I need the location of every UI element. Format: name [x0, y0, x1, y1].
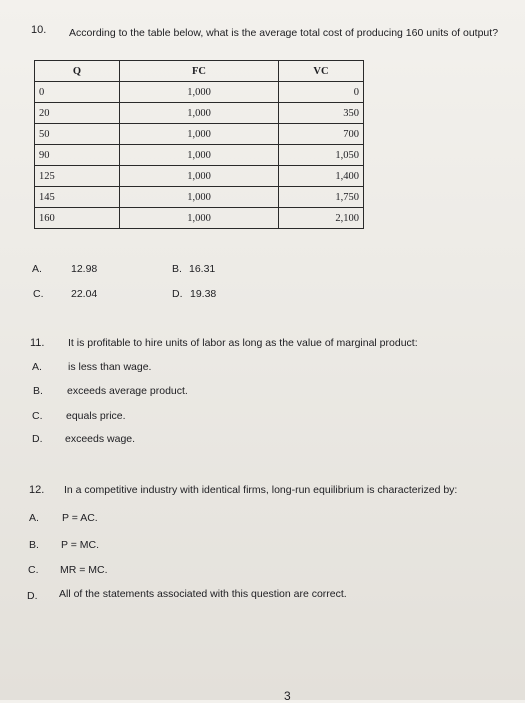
cell-fc: 1,000 — [120, 187, 279, 208]
option-text: P = AC. — [62, 512, 98, 524]
option-letter: A. — [29, 512, 39, 524]
cost-table — [34, 60, 364, 229]
option-text: MR = MC. — [60, 564, 108, 576]
option-text: 12.98 — [71, 263, 98, 275]
cell-vc: 2,100 — [279, 208, 364, 229]
question-text: In a competitive industry with identical firms, long-run equilibrium is characterized by: — [64, 484, 458, 496]
table-row — [35, 124, 364, 145]
cell-q: 90 — [35, 145, 120, 166]
option-text: 16.31 — [189, 263, 216, 275]
cell-q: 145 — [35, 187, 120, 208]
option-letter: A. — [32, 263, 42, 275]
option-letter: C. — [28, 564, 39, 576]
question-text: It is profitable to hire units of labor as long as the value of marginal product: — [68, 337, 418, 349]
option-text: exceeds average product. — [67, 385, 188, 397]
question-number: 10. — [31, 24, 47, 36]
option-text: P = MC. — [61, 539, 100, 551]
table-row — [35, 103, 364, 124]
cell-fc: 1,000 — [120, 103, 279, 124]
option-letter: D. — [27, 590, 38, 602]
option-text: exceeds wage. — [65, 433, 136, 445]
option-text: 22.04 — [71, 288, 98, 300]
option-letter: D. — [32, 433, 43, 445]
table-row — [35, 166, 364, 187]
option-letter: B. — [29, 539, 39, 551]
question-number: 11. — [30, 337, 45, 349]
cell-fc: 1,000 — [120, 208, 279, 229]
question-text: According to the table below, what is the average total cost of producing 160 units of output? — [69, 27, 499, 39]
cell-vc: 1,050 — [279, 145, 364, 166]
header-q: Q — [35, 61, 120, 82]
cell-vc: 1,400 — [279, 166, 364, 187]
table-row — [35, 82, 364, 103]
cell-q: 50 — [35, 124, 120, 145]
option-text: is less than wage. — [68, 361, 152, 373]
cell-vc: 0 — [279, 82, 364, 103]
cell-fc: 1,000 — [120, 166, 279, 187]
option-letter: B. — [172, 263, 182, 275]
option-letter: D. — [172, 288, 183, 300]
option-text: 19.38 — [190, 288, 217, 300]
cell-q: 125 — [35, 166, 120, 187]
table-row — [35, 145, 364, 166]
table-row — [35, 208, 364, 229]
cell-fc: 1,000 — [120, 124, 279, 145]
option-text: All of the statements associated with this question are correct. — [59, 588, 347, 600]
table-header-row — [35, 61, 364, 82]
page-number: 3 — [284, 689, 291, 703]
cell-vc: 700 — [279, 124, 364, 145]
option-letter: B. — [33, 385, 43, 397]
cell-fc: 1,000 — [120, 145, 279, 166]
cell-q: 20 — [35, 103, 120, 124]
header-vc: VC — [279, 61, 364, 82]
option-letter: A. — [32, 361, 42, 373]
header-fc: FC — [120, 61, 279, 82]
cell-q: 160 — [35, 208, 120, 229]
cell-q: 0 — [35, 82, 120, 103]
table-row — [35, 187, 364, 208]
question-number: 12. — [29, 484, 45, 496]
option-letter: C. — [32, 410, 43, 422]
cell-vc: 350 — [279, 103, 364, 124]
option-letter: C. — [33, 288, 44, 300]
cell-vc: 1,750 — [279, 187, 364, 208]
option-text: equals price. — [66, 410, 126, 422]
cell-fc: 1,000 — [120, 82, 279, 103]
